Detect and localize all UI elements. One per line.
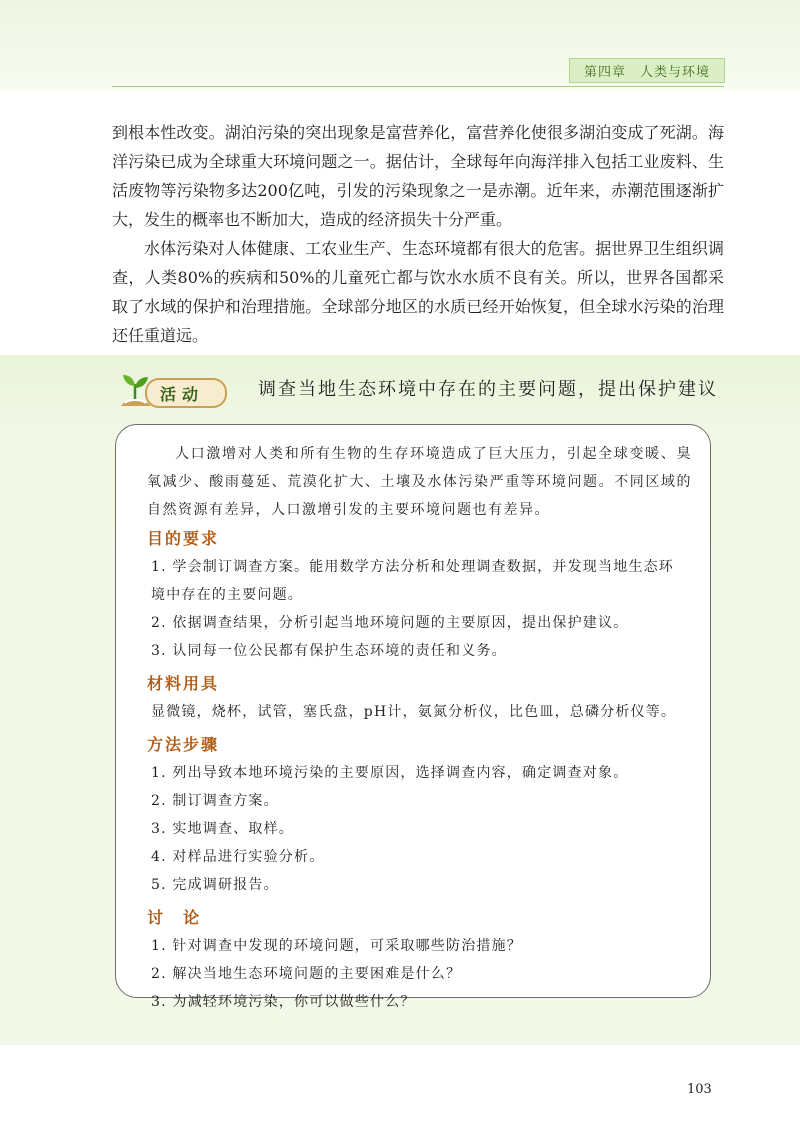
steps-item-1: 1. 列出导致本地环境污染的主要原因，选择调查内容，确定调查对象。 [151, 765, 629, 781]
materials-heading: 材料用具 [147, 674, 220, 693]
page-number: 103 [687, 1082, 712, 1097]
activity-title: 调查当地生态环境中存在的主要问题，提出保护建议 [258, 379, 718, 400]
materials-item-1: 显微镜，烧杯，试管，塞氏盘，pH计，氨氮分析仪，比色皿，总磷分析仪等。 [151, 704, 677, 720]
goals-item-2: 2. 依据调查结果，分析引起当地环境问题的主要原因，提出保护建议。 [151, 615, 629, 631]
discussion-heading: 讨 论 [147, 908, 202, 927]
steps-heading: 方法步骤 [147, 735, 220, 754]
sprout-icon [115, 370, 155, 410]
body-text [112, 118, 724, 350]
header-divider [112, 86, 724, 87]
goals-item-3: 3. 认同每一位公民都有保护生态环境的责任和义务。 [151, 643, 507, 659]
steps-item-4: 4. 对样品进行实验分析。 [151, 849, 325, 865]
goals-item-1: 1. 学会制订调查方案。能用数学方法分析和处理调查数据，并发现当地生态环境中存在的主要问题。 [151, 559, 675, 603]
discussion-item-2: 2. 解决当地生态环境问题的主要困难是什么？ [151, 966, 462, 982]
activity-content [147, 440, 692, 1016]
body-paragraph-2: 水体污染对人体健康、工农业生产、生态环境都有很大的危害。据世界卫生组织调查，人类80%的疾病和50%的儿童死亡都与饮水水质不良有关。所以，世界各国都采取了水域的保护和治理措施。全球部分地区的水质已经开始恢复，但全球水污染的治理还任重道远。 [112, 239, 724, 345]
activity-badge-label: 活动 [160, 385, 205, 404]
activity-badge [115, 370, 215, 410]
activity-intro: 人口激增对人类和所有生物的生存环境造成了巨大压力，引起全球变暖、臭氧减少、酸雨蔓延、荒漠化扩大、土壤及水体污染严重等环境问题。不同区域的自然资源有差异，人口激增引发的主要环境问题也有差异。 [147, 446, 692, 518]
steps-item-5: 5. 完成调研报告。 [151, 877, 279, 893]
goals-heading: 目的要求 [147, 529, 220, 548]
steps-item-2: 2. 制订调查方案。 [151, 793, 279, 809]
discussion-item-1: 1. 针对调查中发现的环境问题，可采取哪些防治措施？ [151, 938, 523, 954]
steps-item-3: 3. 实地调查、取样。 [151, 821, 295, 837]
chapter-header: 第四章 人类与环境 [569, 58, 725, 83]
body-paragraph-1: 到根本性改变。湖泊污染的突出现象是富营养化，富营养化使很多湖泊变成了死湖。海洋污染已成为全球重大环境问题之一。据估计，全球每年向海洋排入包括工业废料、生活废物等污染物多达200亿吨，引发的污染现象之一是赤潮。近年来，赤潮范围逐渐扩大，发生的概率也不断加大，造成的经济损失十分严重。 [112, 123, 724, 229]
discussion-item-3: 3. 为减轻环境污染，你可以做些什么？ [151, 994, 416, 1010]
